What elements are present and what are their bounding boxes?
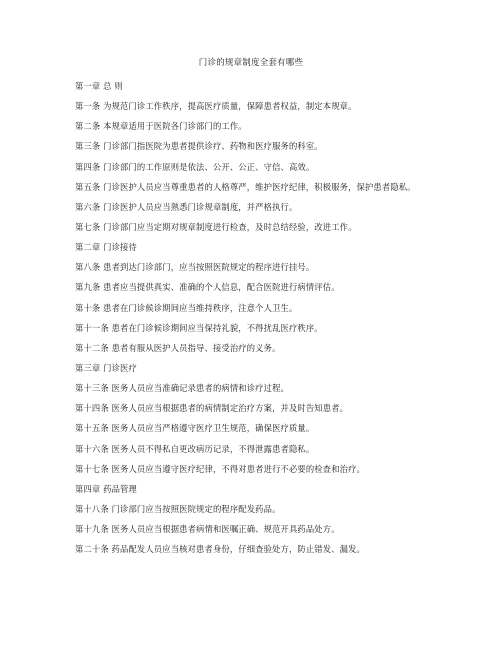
- article-line: 第十五条 医务人员应当严格遵守医疗卫生规范，确保医疗质量。: [75, 423, 315, 434]
- article-line: 第十一条 患者在门诊候诊期间应当保持礼貌，不得扰乱医疗秩序。: [75, 322, 323, 333]
- article-line: 第二条 本规章适用于医院各门诊部门的工作。: [75, 121, 247, 132]
- article-line: 第二十条 药品配发人员应当核对患者身份，仔细查验处方，防止错发、漏发。: [75, 544, 365, 555]
- chapter-heading: 第二章 门诊接待: [75, 242, 137, 253]
- article-line: 第十九条 医务人员应当根据患者病情和医嘱正确、规范开具药品处方。: [75, 524, 340, 535]
- article-line: 第十六条 医务人员不得私自更改病历记录，不得泄露患者隐私。: [75, 443, 315, 454]
- article-line: 第十条 患者在门诊候诊期间应当维持秩序，注意个人卫生。: [75, 302, 298, 313]
- document-title: 门诊的规章制度全套有哪些: [198, 58, 304, 68]
- article-line: 第十四条 医务人员应当根据患者的病情制定治疗方案，并及时告知患者。: [75, 403, 349, 414]
- article-line: 第八条 患者到达门诊部门，应当按照医院规定的程序进行挂号。: [75, 262, 315, 273]
- article-line: 第十二条 患者有服从医护人员指导、接受治疗的义务。: [75, 342, 281, 353]
- article-line: 第十八条 门诊部门应当按照医院规定的程序配发药品。: [75, 503, 281, 514]
- article-line: 第三条 门诊部门指医院为患者提供诊疗、药物和医疗服务的科室。: [75, 141, 323, 152]
- chapter-heading: 第四章 药品管理: [75, 483, 137, 494]
- article-line: 第九条 患者应当提供真实、准确的个人信息，配合医院进行病情评估。: [75, 282, 340, 293]
- chapter-heading: 第一章 总 则: [75, 81, 123, 91]
- article-line: 第十三条 医务人员应当准确记录患者的病情和诊疗过程。: [75, 383, 289, 394]
- article-line: 第一条 为规范门诊工作秩序，提高医疗质量，保障患者权益，制定本规章。: [75, 101, 357, 112]
- article-line: 第四条 门诊部门的工作原则是依法、公开、公正、守信、高效。: [75, 161, 315, 172]
- article-line: 第十七条 医务人员应当遵守医疗纪律，不得对患者进行不必要的检查和治疗。: [75, 463, 365, 474]
- document-body: [75, 76, 482, 559]
- chapter-heading: 第三章 门诊医疗: [75, 362, 137, 373]
- article-line: 第五条 门诊医护人员应当尊重患者的人格尊严，维护医疗纪律，积极服务，保护患者隐私。: [75, 181, 416, 192]
- article-line: 第七条 门诊部门应当定期对规章制度进行检查，及时总结经验，改进工作。: [75, 221, 357, 232]
- article-line: 第六条 门诊医护人员应当熟悉门诊规章制度，并严格执行。: [75, 201, 298, 212]
